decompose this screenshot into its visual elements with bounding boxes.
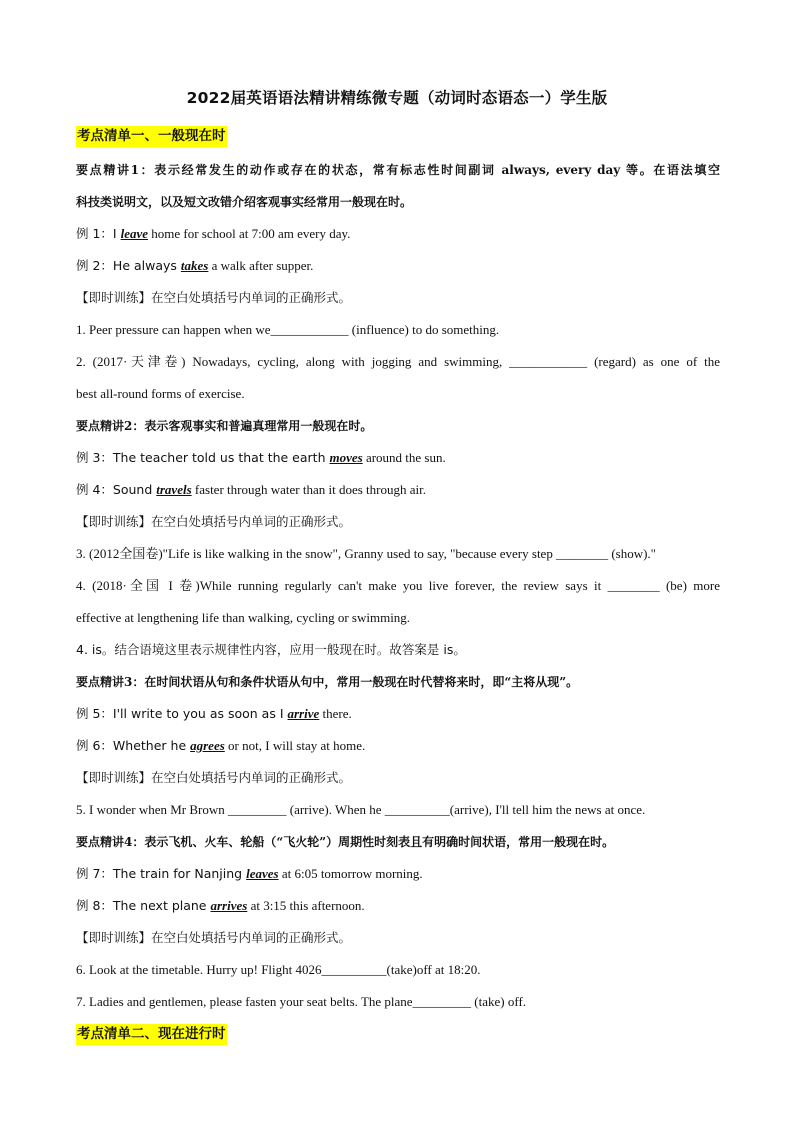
example-6-rest: or not, I will stay at home. <box>224 738 366 753</box>
example-2-keyword: takes <box>180 258 209 273</box>
example-4 <box>76 481 720 499</box>
example-1-prefix: 例 1：I <box>76 226 121 241</box>
example-7-keyword: leaves <box>246 866 279 881</box>
drill-heading-2: 【即时训练】在空白处填括号内单词的正确形式。 <box>76 514 352 529</box>
question-2-line-1: 2. (2017·天津卷) Nowadays, cycling, along with jogging and swimming, ____________ (regard) as one of the <box>76 354 720 369</box>
example-5-prefix: 例 5：I'll write to you as soon as I <box>76 706 288 721</box>
drill-heading-3: 【即时训练】在空白处填括号内单词的正确形式。 <box>76 770 352 785</box>
answer-4: 4. is。结合语境这里表示规律性内容，应用一般现在时。故答案是 is。 <box>76 642 466 657</box>
drill-heading-4: 【即时训练】在空白处填括号内单词的正确形式。 <box>76 930 352 945</box>
question-6: 6. Look at the timetable. Hurry up! Flight 4026__________(take)off at 18:20. <box>76 962 481 977</box>
example-8-rest: at 3:15 this afternoon. <box>247 898 365 913</box>
example-4-prefix: 例 4：Sound <box>76 482 157 497</box>
example-6-keyword: agrees <box>190 738 225 753</box>
example-6-prefix: 例 6：Whether he <box>76 738 191 753</box>
example-3-keyword: moves <box>329 450 363 465</box>
example-8-keyword: arrives <box>210 898 248 913</box>
section-header-1: 考点清单一、一般现在时 <box>76 126 227 147</box>
example-5-rest: there. <box>319 706 352 721</box>
key-point-2: 要点精讲2：表示客观事实和普遍真理常用一般现在时。 <box>76 419 373 433</box>
example-3 <box>76 449 720 467</box>
example-3-rest: around the sun. <box>362 450 446 465</box>
question-4-line-1: 4. (2018·全国 I 卷)While running regularly can't make you live forever, the review says it ________ (be) more <box>76 578 720 593</box>
example-3-prefix: 例 3：The teacher told us that the earth <box>76 450 330 465</box>
example-1-rest: home for school at 7:00 am every day. <box>148 226 351 241</box>
example-5 <box>76 705 720 723</box>
section-header-2: 考点清单二、现在进行时 <box>76 1024 227 1045</box>
question-5: 5. I wonder when Mr Brown _________ (arrive). When he __________(arrive), I'll tell him the news at once. <box>76 802 646 817</box>
example-6 <box>76 737 720 755</box>
key-point-1-line-1: 要点精讲1：表示经常发生的动作或存在的状态，常有标志性时间副词 always, every day 等。在语法填空 <box>76 163 720 177</box>
question-3: 3. (2012全国卷)"Life is like walking in the snow", Granny used to say, "because every step ________ (show)." <box>76 546 656 561</box>
example-2-rest: a walk after supper. <box>208 258 314 273</box>
example-2-prefix: 例 2：He always <box>76 258 181 273</box>
example-7-prefix: 例 7：The train for Nanjing <box>76 866 247 881</box>
example-4-rest: faster through water than it does through air. <box>191 482 426 497</box>
example-2 <box>76 257 720 275</box>
question-4-line-2: effective at lengthening life than walking, cycling or swimming. <box>76 610 411 625</box>
key-point-3: 要点精讲3：在时间状语从句和条件状语从句中，常用一般现在时代替将来时，即“主将从现”。 <box>76 675 579 689</box>
key-point-4: 要点精讲4：表示飞机、火车、轮船（“飞火轮”）周期性时刻表且有明确时间状语，常用一般现在时。 <box>76 835 615 849</box>
example-8 <box>76 897 720 915</box>
key-point-1-line-2: 科技类说明文，以及短文改错介绍客观事实经常用一般现在时。 <box>76 195 413 209</box>
page-title: 2022届英语语法精讲精练微专题（动词时态语态一）学生版 <box>186 89 608 107</box>
question-1: 1. Peer pressure can happen when we____________ (influence) to do something. <box>76 322 500 337</box>
example-1-keyword: leave <box>120 226 149 241</box>
example-7 <box>76 865 720 883</box>
example-5-keyword: arrive <box>287 706 320 721</box>
drill-heading-1: 【即时训练】在空白处填括号内单词的正确形式。 <box>76 290 352 305</box>
question-7: 7. Ladies and gentlemen, please fasten your seat belts. The plane_________ (take) off. <box>76 994 527 1009</box>
example-1 <box>76 225 720 243</box>
question-2-line-2: best all-round forms of exercise. <box>76 386 245 401</box>
example-4-keyword: travels <box>156 482 192 497</box>
example-8-prefix: 例 8：The next plane <box>76 898 211 913</box>
example-7-rest: at 6:05 tomorrow morning. <box>278 866 423 881</box>
